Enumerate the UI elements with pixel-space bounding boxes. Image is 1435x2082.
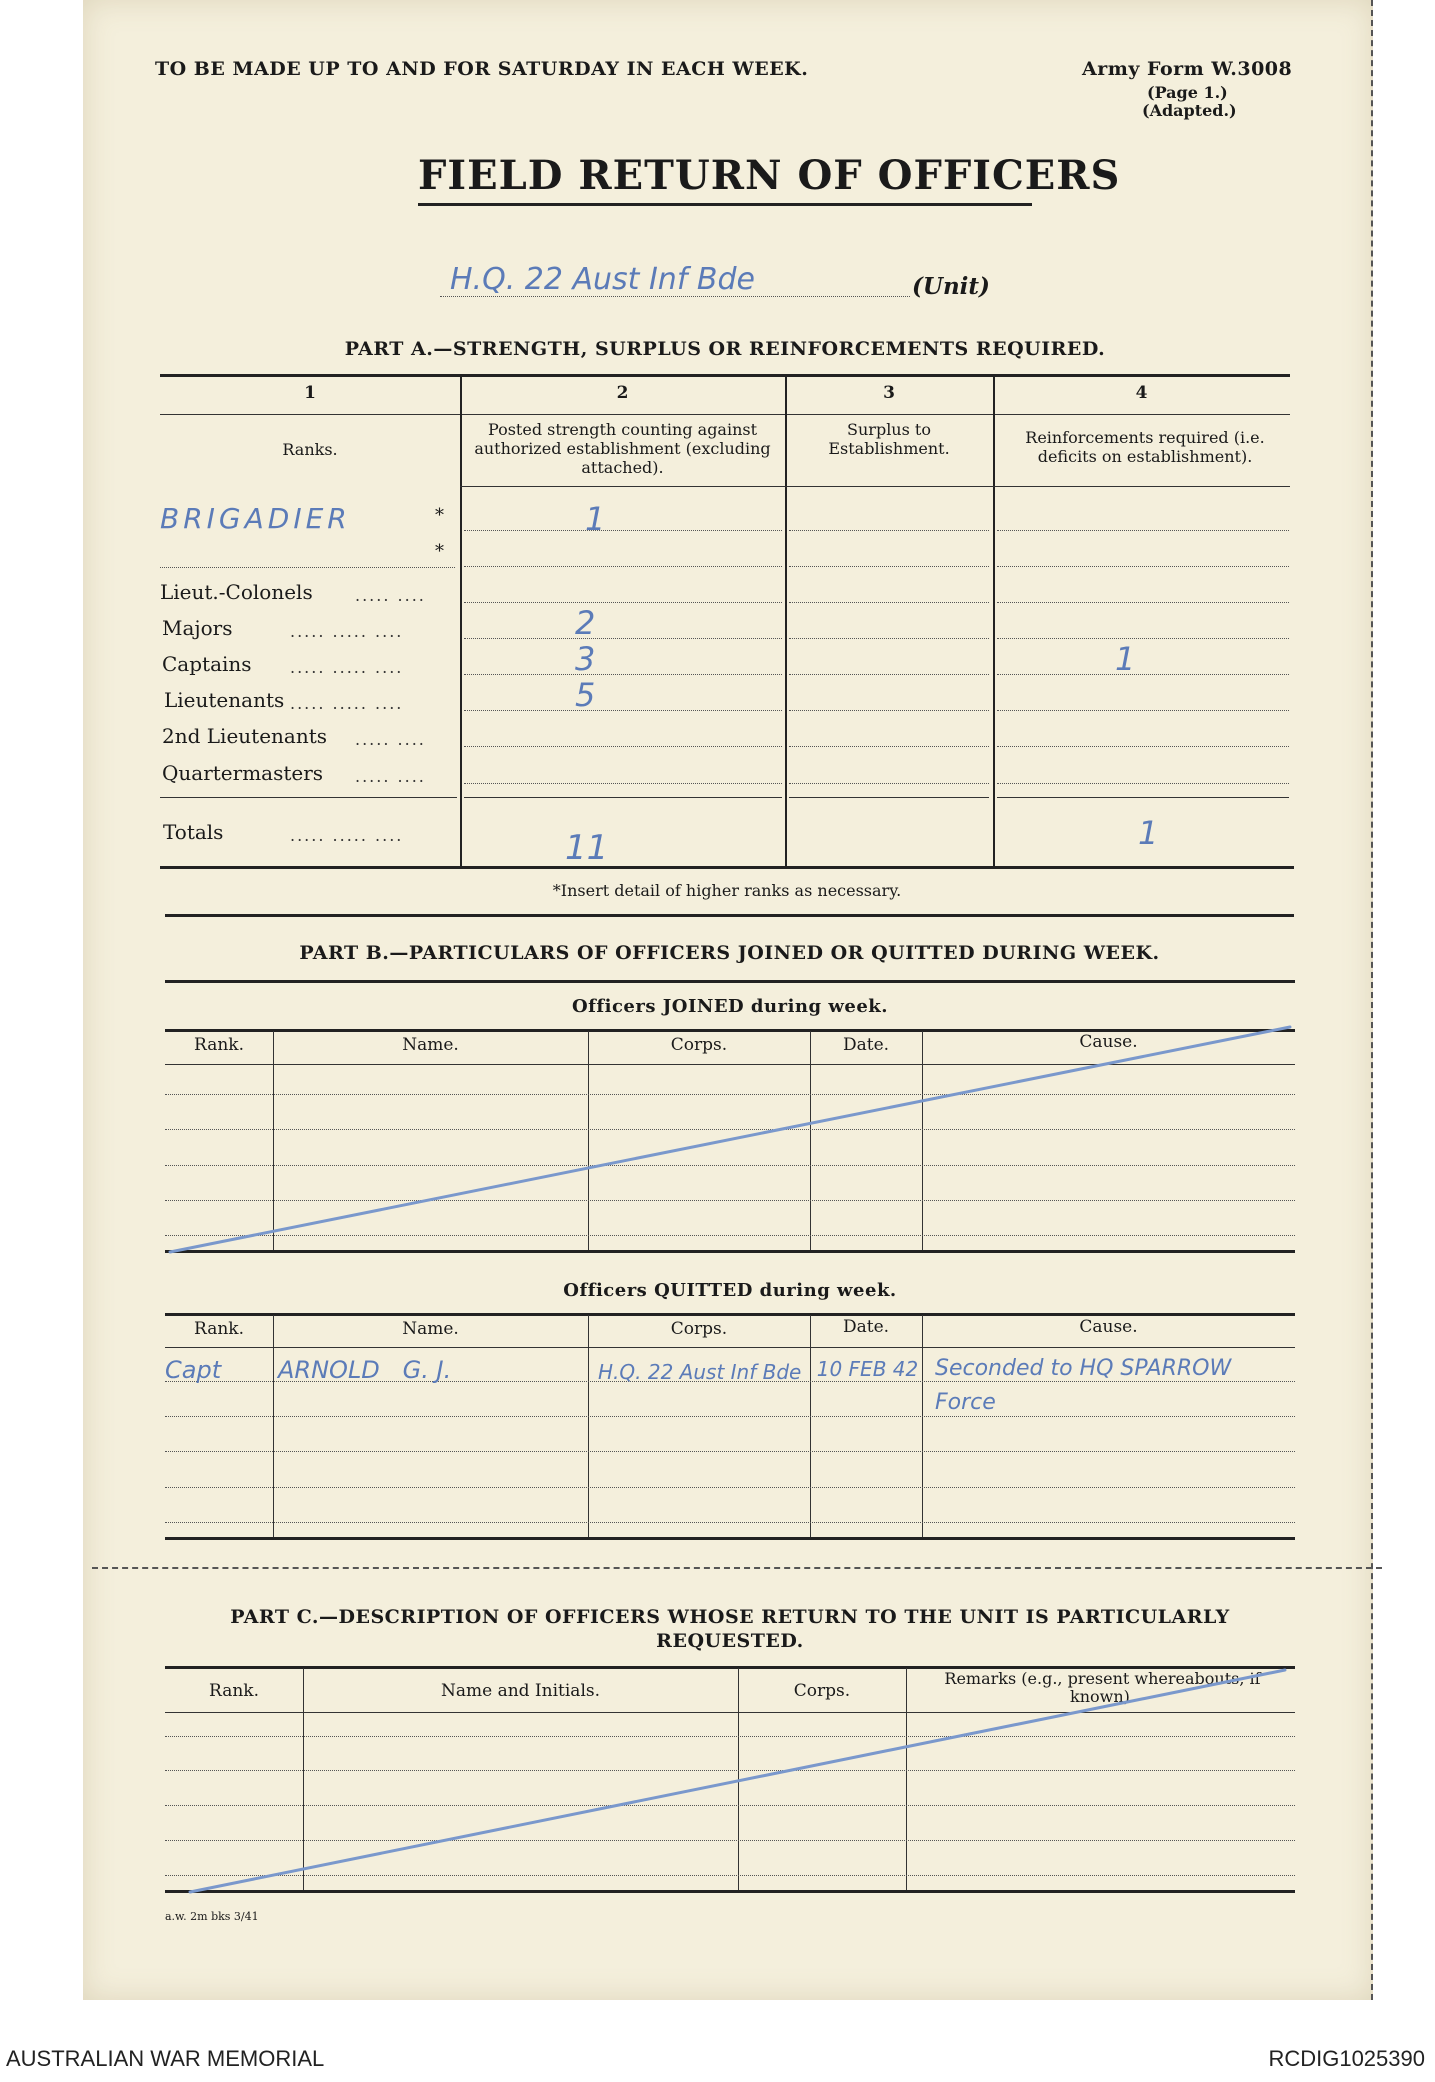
leader-dots: ..... ..... .... xyxy=(290,694,404,713)
quitted-rank: Capt xyxy=(165,1356,222,1384)
rank-totals: Totals xyxy=(163,820,224,844)
col-number-1: 1 xyxy=(304,383,316,403)
joined-title: Officers JOINED during week. xyxy=(571,996,889,1017)
rank-lieutenants: Lieutenants xyxy=(164,688,285,712)
rank-2nd-lieutenants: 2nd Lieutenants xyxy=(162,724,328,748)
leader-dots: ..... .... xyxy=(355,586,426,605)
quitted-date: 10 FEB 42 xyxy=(816,1357,919,1381)
rank-lieut-colonels: Lieut.-Colonels xyxy=(160,580,313,604)
quitted-title: Officers QUITTED during week. xyxy=(563,1280,897,1301)
col-header-ranks: Ranks. xyxy=(282,440,338,459)
joined-strike-line xyxy=(170,1027,1290,1252)
part-c-col-name: Name and Initials. xyxy=(440,1681,601,1701)
caption-right: RCDIG1025390 xyxy=(1268,2046,1425,2071)
part-b-title: PART B.—PARTICULARS OF OFFICERS JOINED OR QUITTED DURING WEEK. xyxy=(299,942,1160,964)
leader-dots: ..... ..... .... xyxy=(290,826,404,845)
col-header-reinforcements: Reinforcements required (i.e. deficits on establishment). xyxy=(1025,428,1265,466)
header-instruction: TO BE MADE UP TO AND FOR SATURDAY IN EACH WEEK. xyxy=(155,58,809,80)
rank-majors: Majors xyxy=(162,616,233,640)
unit-handwritten: H.Q. 22 Aust Inf Bde xyxy=(450,262,755,297)
posted-captains: 3 xyxy=(575,640,596,678)
joined-col-corps: Corps. xyxy=(670,1035,728,1055)
joined-col-name: Name. xyxy=(402,1035,459,1055)
rank-quartermasters: Quartermasters xyxy=(162,761,324,785)
posted-brigadier: 1 xyxy=(585,500,606,538)
part-c-title-line1: PART C.—DESCRIPTION OF OFFICERS WHOSE RETURN TO THE UNIT IS PARTICULARLY xyxy=(230,1606,1230,1628)
col-number-4: 4 xyxy=(1135,383,1148,403)
quitted-col-date: Date. xyxy=(842,1317,890,1337)
part-a-title: PART A.—STRENGTH, SURPLUS OR REINFORCEMENTS REQUIRED. xyxy=(344,338,1106,360)
form-page: (Page 1.) xyxy=(1147,83,1228,102)
unit-label: (Unit) xyxy=(912,273,990,300)
part-c-title-line2: REQUESTED. xyxy=(656,1630,804,1652)
rank-brigadier: BRIGADIER xyxy=(160,502,351,535)
joined-col-rank: Rank. xyxy=(194,1035,244,1055)
posted-majors: 2 xyxy=(575,604,596,642)
form-title: FIELD RETURN OF OFFICERS xyxy=(418,152,1121,199)
print-code: a.w. 2m bks 3/41 xyxy=(165,1910,259,1923)
col-header-surplus: Surplus to Establishment. xyxy=(828,420,950,458)
joined-col-cause: Cause. xyxy=(1079,1032,1138,1052)
col-number-2: 2 xyxy=(616,383,629,403)
leader-dots: ..... ..... .... xyxy=(290,622,404,641)
leader-dots: ..... ..... .... xyxy=(290,658,404,677)
part-c-col-remarks: Remarks (e.g., present whereabouts, if known). xyxy=(944,1669,1261,1706)
quitted-col-rank: Rank. xyxy=(194,1319,244,1339)
row-star-1: * xyxy=(435,505,444,526)
row-star-2: * xyxy=(435,541,444,562)
part-c-col-corps: Corps. xyxy=(793,1681,851,1701)
quitted-col-cause: Cause. xyxy=(1079,1317,1138,1337)
quitted-col-name: Name. xyxy=(402,1319,459,1339)
leader-dots: ..... .... xyxy=(355,767,426,786)
quitted-name: ARNOLD G. J. xyxy=(278,1356,452,1384)
posted-lieutenants: 5 xyxy=(575,676,596,714)
form-adapted: (Adapted.) xyxy=(1142,101,1237,120)
rank-captains: Captains xyxy=(162,652,252,676)
quitted-cause: Seconded to HQ SPARROW Force xyxy=(935,1356,1232,1415)
reinf-captains: 1 xyxy=(1115,640,1136,678)
col-header-posted: Posted strength counting against authorized establishment (excluding attached). xyxy=(474,420,771,477)
quitted-corps: H.Q. 22 Aust Inf Bde xyxy=(598,1360,802,1384)
part-c-col-rank: Rank. xyxy=(209,1681,259,1701)
form-number: Army Form W.3008 xyxy=(1082,58,1293,80)
col-number-3: 3 xyxy=(883,383,895,403)
posted-totals: 11 xyxy=(565,828,609,868)
caption-left: AUSTRALIAN WAR MEMORIAL xyxy=(6,2046,325,2071)
part-a-footnote: *Insert detail of higher ranks as necessary. xyxy=(552,881,902,900)
leader-dots: ..... .... xyxy=(355,730,426,749)
reinf-totals: 1 xyxy=(1138,814,1159,852)
part-c-strike-line xyxy=(190,1670,1285,1892)
joined-col-date: Date. xyxy=(842,1035,890,1055)
quitted-col-corps: Corps. xyxy=(670,1319,728,1339)
